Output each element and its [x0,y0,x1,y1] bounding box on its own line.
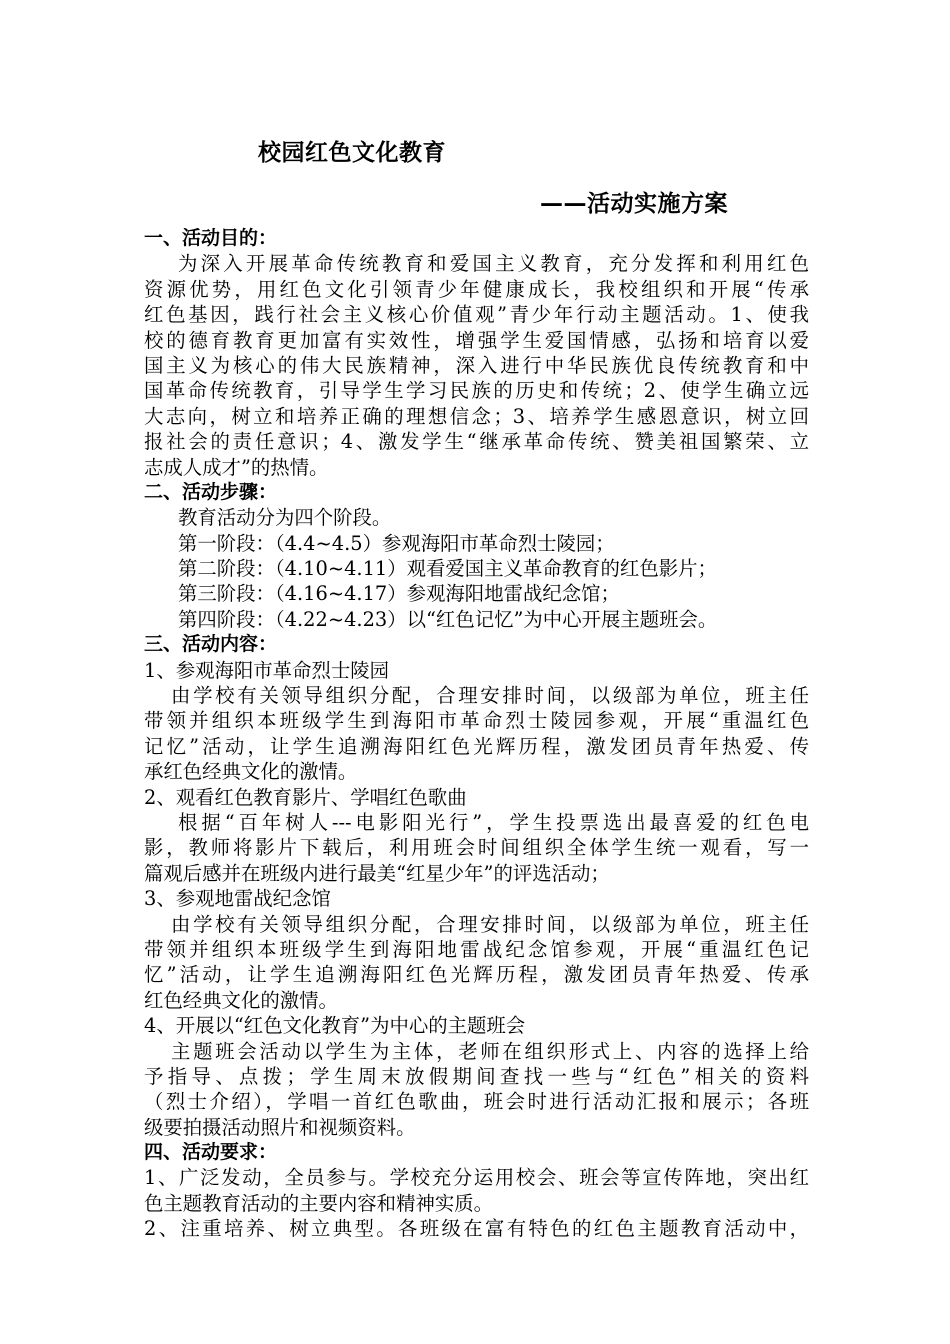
paragraph-line: 承红色经典文化的激情。 [144,760,358,784]
paragraph-line: 红色经典文化的激情。 [144,988,338,1012]
paragraph-line: 国革命传统教育，引导学生学习民族的历史和传统；2、使学生确立远 [144,379,809,403]
paragraph-line: 予指导、点拨；学生周末放假期间查找一些与“红色”相关的资料 [144,1064,809,1088]
paragraph-line: 2、注重培养、树立典型。各班级在富有特色的红色主题教育活动中， [144,1217,809,1241]
paragraph-line: 2、观看红色教育影片、学唱红色歌曲 [144,785,467,809]
paragraph-line: 国主义为核心的伟大民族精神，深入进行中华民族优良传统教育和中 [144,353,809,377]
paragraph-line: 忆”活动，让学生追溯海阳红色光辉历程，激发团员青年热爱、传承 [144,963,809,987]
paragraph-line: 色主题教育活动的主要内容和精神实质。 [144,1191,494,1215]
paragraph-line: 1、参观海阳市革命烈士陵园 [144,658,390,682]
paragraph-line: 大志向，树立和培养正确的理想信念；3、培养学生感恩意识，树立回 [144,404,809,428]
section-heading: 三、活动内容： [144,633,278,656]
paragraph-line: 影，教师将影片下载后，利用班会时间组织全体学生统一观看，写一 [144,836,809,860]
paragraph-line: 带领并组织本班级学生到海阳地雷战纪念馆参观，开展“重温红色记 [144,937,809,961]
paragraph-line: 教育活动分为四个阶段。 [178,506,392,530]
document-body [144,226,809,1242]
paragraph-line: 1、广泛发动，全员参与。学校充分运用校会、班会等宣传阵地，突出红 [144,1166,809,1190]
paragraph-line: 志成人成才”的热情。 [144,455,329,479]
paragraph-line: 第四阶段：（4.22~4.23）以“红色记忆”为中心开展主题班会。 [178,607,718,631]
document-subtitle: ——活动实施方案 [540,191,728,217]
paragraph-line: 级要拍摄活动照片和视频资料。 [144,1115,416,1139]
paragraph-line: 篇观后感并在班级内进行最美“红星少年”的评选活动； [144,861,610,885]
paragraph-line: 4、开展以“红色文化教育”为中心的主题班会 [144,1014,526,1038]
paragraph-line: 3、参观地雷战纪念馆 [144,887,331,911]
paragraph-line: 报社会的责任意识；4、激发学生“继承革命传统、赞美祖国繁荣、立 [144,430,809,454]
document-title: 校园红色文化教育 [258,140,446,166]
paragraph-line: 校的德育教育更加富有实效性，增强学生爱国情感，弘扬和培育以爱 [144,328,809,352]
paragraph-line: 红色基因，践行社会主义核心价值观”青少年行动主题活动。1、使我 [144,303,809,327]
paragraph-line: 第三阶段：（4.16~4.17）参观海阳地雷战纪念馆； [178,582,620,606]
paragraph-line: 为深入开展革命传统教育和爱国主义教育，充分发挥和利用红色 [178,252,809,276]
section-heading: 四、活动要求： [144,1141,278,1164]
section-heading: 二、活动步骤： [144,480,278,503]
paragraph-line: 第一阶段：（4.4~4.5）参观海阳市革命烈士陵园； [178,531,615,555]
paragraph-line: 资源优势，用红色文化引领青少年健康成长，我校组织和开展“传承 [144,277,809,301]
paragraph-line: 带领并组织本班级学生到海阳市革命烈士陵园参观，开展“重温红色 [144,709,809,733]
paragraph-line: 主题班会活动以学生为主体，老师在组织形式上、内容的选择上给 [171,1039,809,1063]
paragraph-line: 由学校有关领导组织分配，合理安排时间，以级部为单位，班主任 [171,684,809,708]
paragraph-line: 记忆”活动，让学生追溯海阳红色光辉历程，激发团员青年热爱、传 [144,734,809,758]
paragraph-line: 第二阶段：（4.10~4.11）观看爱国主义革命教育的红色影片； [178,557,717,581]
section-heading: 一、活动目的： [144,227,278,249]
paragraph-line: （烈士介绍），学唱一首红色歌曲，班会时进行活动汇报和展示；各班 [144,1090,809,1114]
paragraph-line: 由学校有关领导组织分配，合理安排时间，以级部为单位，班主任 [171,912,809,936]
paragraph-line: 根据“百年树人---电影阳光行”，学生投票选出最喜爱的红色电 [178,810,809,834]
